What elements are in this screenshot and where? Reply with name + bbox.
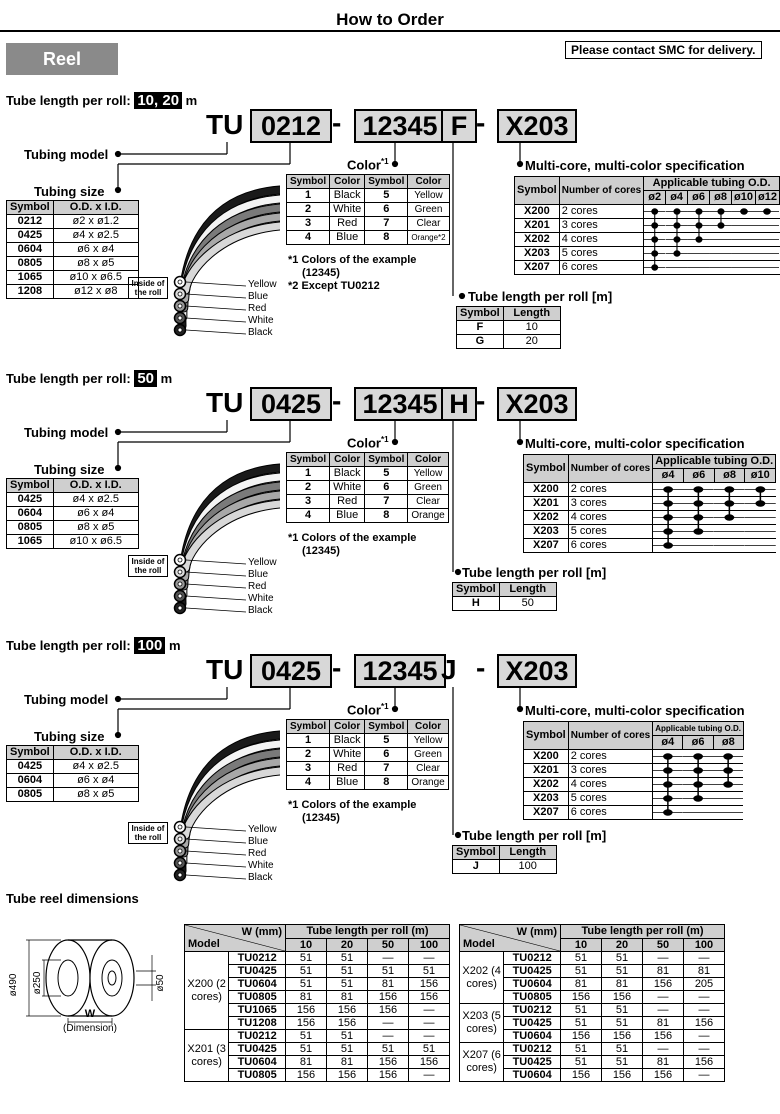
d50-label: ø50 [155,974,166,992]
multi-core-label: Multi-core, multi-color specification [525,436,745,451]
roll-color-label: Blue [248,836,269,847]
table-row: X201 3 cores [524,497,776,511]
code-dash-2: - [476,652,486,683]
multi-core-label: Multi-core, multi-color specification [525,703,745,718]
w-label: W [84,1008,96,1020]
color-note: *1 Colors of the example (12345) *2 Except TU0212 [288,254,417,292]
code-size: 0212 [250,109,332,143]
table-row: 0212 ø2 x ø1.2 [7,215,139,229]
table-row: 1 Black 5 Yellow [287,467,449,481]
inside-roll-label: Inside of the roll [128,555,168,577]
table-row: TU0425 51 51 51 51 [185,965,450,978]
tubing-size-table: Symbol O.D. x I.D. 0425 ø4 x ø2.5 0604 ø6 x ø4 0805 ø8 x ø5 [6,745,139,802]
tube-length-heading: Tube length per roll: 100 m [6,637,181,654]
d250-label: ø250 [32,971,43,995]
dimensions-heading: Tube reel dimensions [6,891,139,906]
table-row: X202 (4 cores) TU0212 51 51 — — [460,952,725,965]
table-row: TU1065 156 156 156 — [185,1004,450,1017]
table-row: TU0604 156 156 156 — [460,1030,725,1043]
roll-color-label: Red [248,581,267,592]
multi-core-table: Symbol Number of cores Applicable tubing O.D. ø4 ø6 ø8 X200 2 cores X201 3 cores X202 4 cores X203 5 cores X207 6 cores [523,721,744,820]
table-row: TU0425 51 51 81 156 [460,1017,725,1030]
d490-label: ø490 [8,973,19,997]
table-row: 0604 ø6 x ø4 [7,507,139,521]
table-row: 0805 ø8 x ø5 [7,788,139,802]
code-dash: - [332,107,342,138]
code-dash: - [332,652,342,683]
table-row: X207 6 cores [515,261,780,275]
code-dash-2: - [476,385,486,416]
code-color: 12345 [354,654,446,688]
tube-length-table: Symbol Length H 50 [452,582,557,611]
tube-length-heading: Tube length per roll: 10, 20 m [6,92,198,109]
roll-color-label: Yellow [248,279,277,290]
table-row: X202 4 cores [524,778,744,792]
dimension-table-left [184,924,450,1082]
tube-length-label: Tube length per roll [m] [462,828,607,843]
roll-color-label: Black [248,605,273,616]
table-row: 4 Blue 8 Orange [287,509,449,523]
table-row: X202 4 cores [524,511,776,525]
tubing-size-label: Tubing size [34,184,105,199]
code-model: TU [206,387,244,418]
table-row: 3 Red 7 Clear [287,762,449,776]
table-row: X203 5 cores [524,525,776,539]
color-table: Symbol Color Symbol Color 1 Black 5 Yellow 2 White 6 Green 3 Red 7 Clear 4 Blue 8 Orange [286,719,449,790]
color-label: Color$^{*1}$ [347,435,389,451]
length-value: 100 [134,637,165,654]
table-row: 0425 ø4 x ø2.5 [7,760,139,774]
roll-color-label: Black [248,872,273,883]
tube-length-heading: Tube length per roll: 50 m [6,370,173,387]
roll-color-label: White [248,860,274,871]
roll-color-label: Blue [248,291,269,302]
tube-length-table: Symbol Length J 100 [452,845,557,874]
tubing-model-label: Tubing model [24,692,109,707]
inside-roll-label: Inside of the roll [128,277,168,299]
roll-color-label: Yellow [248,824,277,835]
code-color: 12345 [354,109,446,143]
tubing-model-label: Tubing model [24,425,109,440]
table-row: 0425 ø4 x ø2.5 [7,493,139,507]
table-row: X201 (3 cores) TU0212 51 51 — — [185,1030,450,1043]
table-row: X207 6 cores [524,806,744,820]
table-row: 0805 ø8 x ø5 [7,521,139,535]
table-row: TU0425 51 51 81 156 [460,1056,725,1069]
table-row: F 10 [457,321,561,335]
table-row: 0604 ø6 x ø4 [7,774,139,788]
multi-core-label: Multi-core, multi-color specification [525,158,745,173]
code-color: 12345 [354,387,446,421]
table-row: TU0604 156 156 156 — [460,1069,725,1082]
table-row: TU0604 81 81 156 156 [185,1056,450,1069]
table-row: 2 White 6 Green [287,481,449,495]
code-dash: - [332,385,342,416]
color-note: *1 Colors of the example (12345) [288,532,417,557]
tubing-size-table: Symbol O.D. x I.D. 0212 ø2 x ø1.2 0425 ø4 x ø2.5 0604 ø6 x ø4 0805 ø8 x ø5 1065 ø10 x ø6.5 1208 ø12 x ø8 [6,200,139,299]
table-row: X203 5 cores [524,792,744,806]
roll-color-label: White [248,593,274,604]
table-row: TU0425 51 51 51 51 [185,1043,450,1056]
length-value: 50 [134,370,157,387]
table-row: X207 6 cores [524,539,776,553]
length-value: 10, 20 [134,92,182,109]
roll-color-label: Blue [248,569,269,580]
table-row: X200 (2 cores) TU0212 51 51 — — [185,952,450,965]
code-spec: X203 [497,387,577,421]
roll-color-label: Yellow [248,557,277,568]
table-row: TU0805 81 81 156 156 [185,991,450,1004]
code-length: J [441,654,457,685]
table-row: 1065 ø10 x ø6.5 [7,271,139,285]
tubing-model-label: Tubing model [24,147,109,162]
color-note: *1 Colors of the example (12345) [288,799,417,824]
table-row: H 50 [453,597,557,611]
code-dash-2: - [476,107,486,138]
reel-tab: Reel [6,43,118,75]
table-row: 0805 ø8 x ø5 [7,257,139,271]
tube-length-label: Tube length per roll [m] [468,289,613,304]
code-spec: X203 [497,654,577,688]
table-row: TU0604 51 51 81 156 [185,978,450,991]
table-row: 2 White 6 Green [287,748,449,762]
tube-length-label: Tube length per roll [m] [462,565,607,580]
table-row: X202 4 cores [515,233,780,247]
page-title: How to Order [336,10,444,29]
roll-color-label: Red [248,848,267,859]
table-row: X200 2 cores [524,750,744,764]
inside-roll-label: Inside of the roll [128,822,168,844]
table-row: 2 White 6 Green [287,203,450,217]
table-row: 4 Blue 8 Orange*2 [287,231,450,245]
table-row: X201 3 cores [515,219,780,233]
table-row: X201 3 cores [524,764,744,778]
table-row: 1 Black 5 Yellow [287,189,450,203]
table-row: 1065 ø10 x ø6.5 [7,535,139,549]
table-row: X203 (5 cores) TU0212 51 51 — — [460,1004,725,1017]
roll-color-label: Red [248,303,267,314]
table-row: TU0805 156 156 — — [460,991,725,1004]
code-size: 0425 [250,387,332,421]
multi-core-table: Symbol Number of cores Applicable tubing O.D. ø4 ø6 ø8 ø10 X200 2 cores X201 3 cores X202 4 cores X203 5 cores X207 6 cores [523,454,776,553]
table-row: 1208 ø12 x ø8 [7,285,139,299]
contact-note: Please contact SMC for delivery. [565,41,762,59]
title-rule [0,30,780,32]
tube-length-table: Symbol Length F 10 G 20 [456,306,561,349]
table-row: X207 (6 cores) TU0212 51 51 — — [460,1043,725,1056]
table-row: X203 5 cores [515,247,780,261]
roll-color-label: White [248,315,274,326]
code-length: F [441,109,477,143]
table-row: 3 Red 7 Clear [287,217,450,231]
table-row: 0425 ø4 x ø2.5 [7,229,139,243]
color-label: Color$^{*1}$ [347,157,389,173]
table-row: G 20 [457,335,561,349]
table-row: 4 Blue 8 Orange [287,776,449,790]
code-model: TU [206,654,244,685]
dimension-table: W (mm) Model Tube length per roll (m) 10 20 50 100 X202 (4 cores) TU0212 51 51 — — TU0425 51 51 81 81 TU0604 81 81 156 205 TU0805 156 156 — — X203 (5 cores) TU0212 51 51 — — TU0425 51 51 81 156 TU0604 156 156 156 — X207 (6 cores) TU0212 51 51 — — TU0425 51 51 81 156 TU0604 156 156 156 — [459,924,725,1082]
table-row: TU0425 51 51 81 81 [460,965,725,978]
reel-drawing [6,925,176,1040]
color-table: Symbol Color Symbol Color 1 Black 5 Yellow 2 White 6 Green 3 Red 7 Clear 4 Blue 8 Orange [286,452,449,523]
table-row: 3 Red 7 Clear [287,495,449,509]
table-row: 1 Black 5 Yellow [287,734,449,748]
table-row: X200 2 cores [524,483,776,497]
code-size: 0425 [250,654,332,688]
code-spec: X203 [497,109,577,143]
table-row: 0604 ø6 x ø4 [7,243,139,257]
dimension-table-right [459,924,725,1082]
color-label: Color$^{*1}$ [347,702,389,718]
tubing-size-table: Symbol O.D. x I.D. 0425 ø4 x ø2.5 0604 ø6 x ø4 0805 ø8 x ø5 1065 ø10 x ø6.5 [6,478,139,549]
code-model: TU [206,109,244,140]
table-row: X200 2 cores [515,205,780,219]
multi-core-table: Symbol Number of cores Applicable tubing O.D. ø2 ø4 ø6 ø8 ø10 ø12 X200 2 cores X201 3 cores X202 4 cores X203 5 cores X207 6 cores [514,176,780,275]
w-dimension-label: (Dimension) [63,1023,117,1034]
tubing-size-label: Tubing size [34,462,105,477]
table-row: TU0604 81 81 156 205 [460,978,725,991]
table-row: J 100 [453,860,557,874]
dimension-table: W (mm) Model Tube length per roll (m) 10 20 50 100 X200 (2 cores) TU0212 51 51 — — TU0425 51 51 51 51 TU0604 51 51 81 156 TU0805 81 81 156 156 TU1065 156 156 156 — TU1208 156 156 — — X201 (3 cores) TU0212 51 51 — — TU0425 51 51 51 51 TU0604 81 81 156 156 TU0805 156 156 156 — [184,924,450,1082]
table-row: TU0805 156 156 156 — [185,1069,450,1082]
roll-color-label: Black [248,327,273,338]
tubing-size-label: Tubing size [34,729,105,744]
code-length: H [441,387,477,421]
color-table: Symbol Color Symbol Color 1 Black 5 Yellow 2 White 6 Green 3 Red 7 Clear 4 Blue 8 Orange*2 [286,174,450,245]
table-row: TU1208 156 156 — — [185,1017,450,1030]
